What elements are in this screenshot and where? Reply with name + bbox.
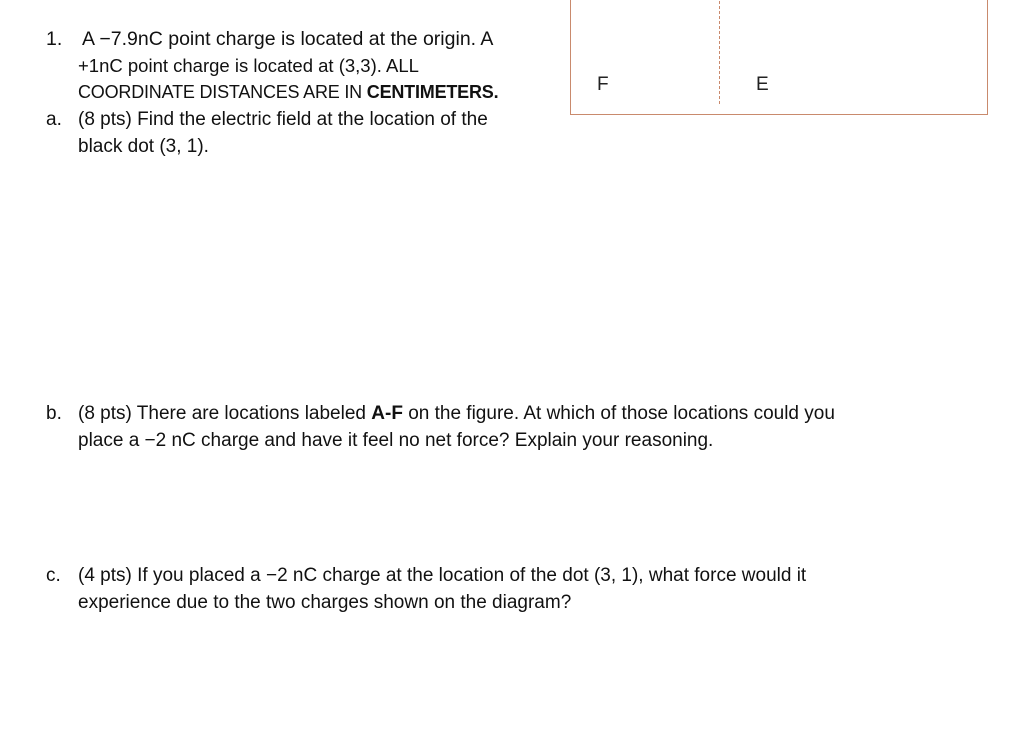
part-c-marker: c. [46, 565, 61, 586]
problem-text-line-3-normal: COORDINATE DISTANCES ARE IN [78, 82, 367, 102]
part-a-marker: a. [46, 109, 62, 130]
part-b-line-1-after: on the figure. At which of those locations could you [402, 403, 835, 424]
part-c-line-2: experience due to the two charges shown on the diagram? [78, 592, 572, 613]
part-b-line-1 [78, 400, 835, 427]
problem-number: 1. [46, 28, 63, 50]
vertical-dashed-line [719, 0, 720, 104]
location-label-f: F [597, 74, 609, 95]
problem-text-line-3-bold: CENTIMETERS. [366, 82, 499, 102]
problem-text-line-2: +1nC point charge is located at (3,3). ALL [78, 55, 419, 76]
part-a-line-1: (8 pts) Find the electric field at the location of the [78, 109, 488, 130]
part-c-line-1: (4 pts) If you placed a −2 nC charge at the location of the dot (3, 1), what force would it [78, 565, 807, 586]
part-b-marker: b. [46, 403, 62, 424]
location-label-e: E [756, 74, 769, 95]
problem-text-line-1: A −7.9nC point charge is located at the origin. A [82, 28, 494, 50]
part-b-line-2: place a −2 nC charge and have it feel no net force? Explain your reasoning. [78, 430, 714, 451]
problem-1-line-1 [46, 26, 493, 53]
part-b-line-1-before: (8 pts) There are locations labeled [78, 403, 372, 424]
problem-text-line-3 [78, 79, 498, 106]
part-a-line-2: black dot (3, 1). [78, 136, 209, 157]
charge-diagram [570, 0, 988, 115]
part-b-line-1-bold: A-F [371, 403, 403, 424]
